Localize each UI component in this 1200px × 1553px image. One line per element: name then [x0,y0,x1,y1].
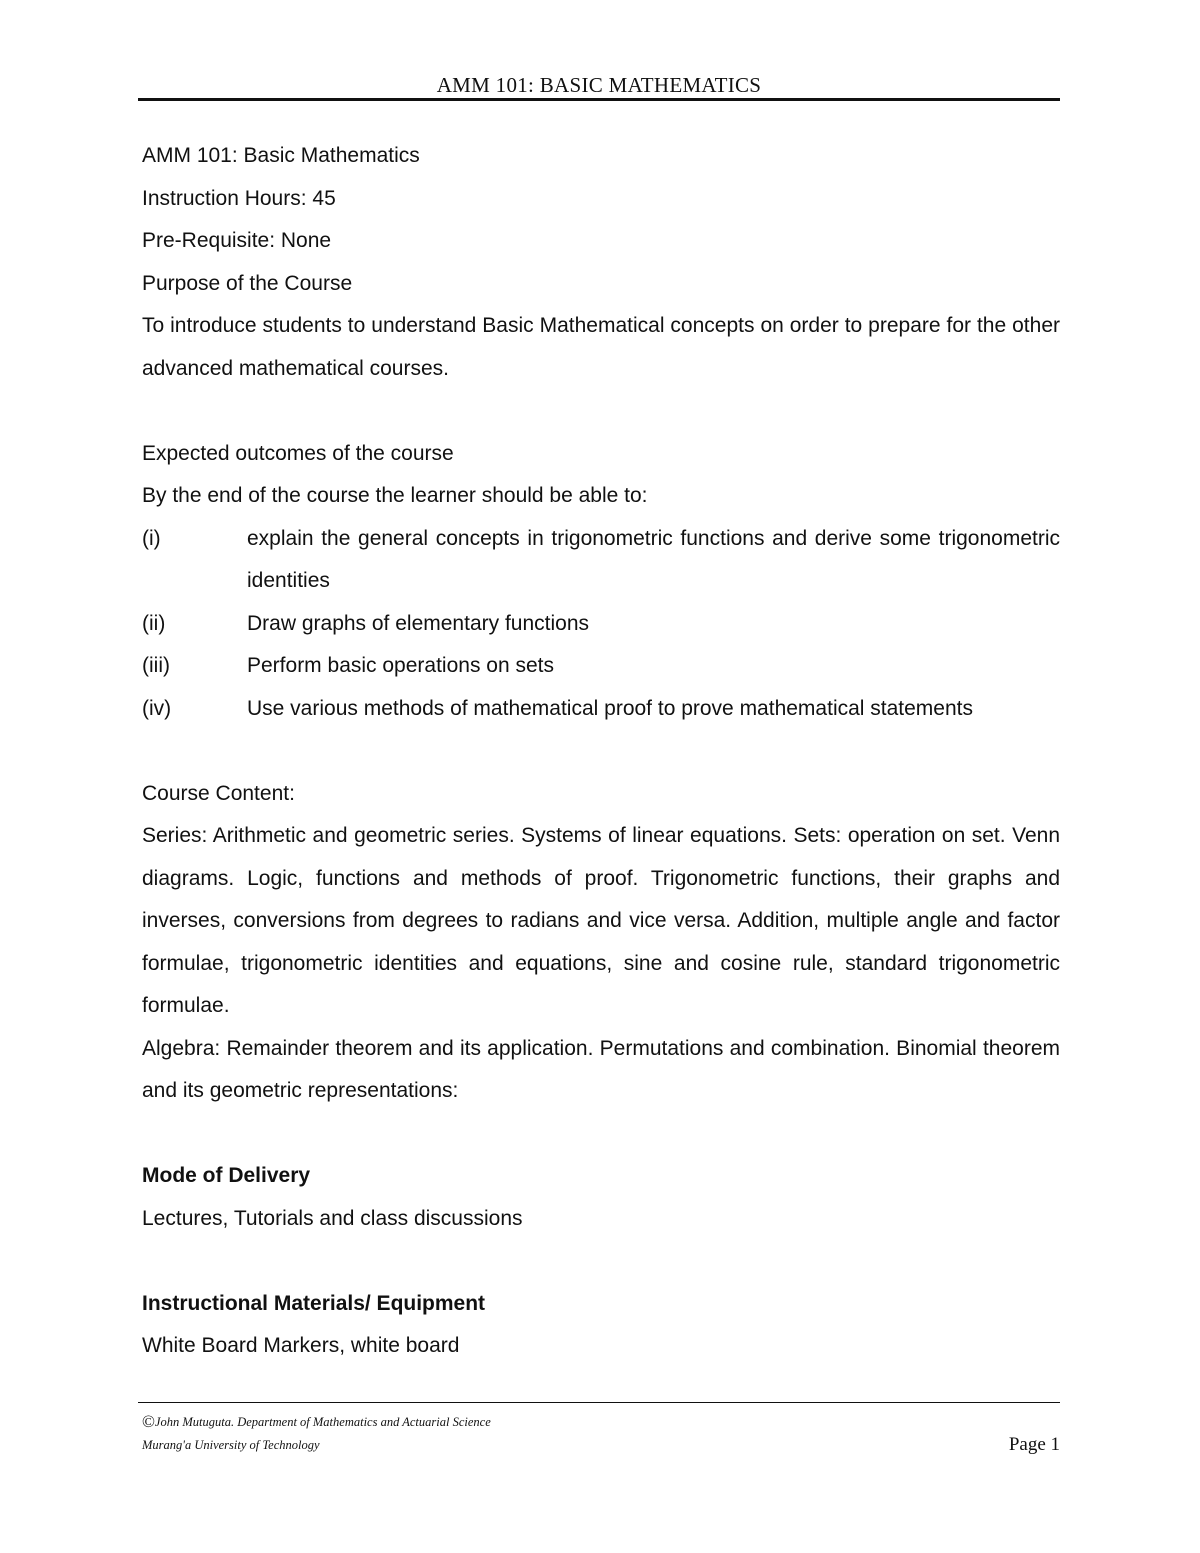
footer-author: John Mutuguta. Department of Mathematics and Actuarial Science [154,1415,491,1429]
outcome-number: (i) [142,526,161,550]
spacer [142,1240,1060,1283]
footer-credits [142,1410,491,1457]
outcome-text: explain the general concepts in trigonometric functions and derive some trigonometric identities [247,526,1060,592]
series-content-text: Series: Arithmetic and geometric series. Systems of linear equations. Sets: operation on set. Venn diagrams. Logic, functions and methods of proof. Trigonometric functions, their graphs and inverses, conversions from degrees to radians and vice versa. Addition, multiple angle and factor formulae, trigonometric identities and equations, sine and cosine rule, standard trigonometric formulae. [142,824,1060,1017]
outcome-item [142,645,1060,688]
outcomes-heading: Expected outcomes of the course [142,441,454,465]
course-code-line: AMM 101: Basic Mathematics [142,144,420,167]
course-content-heading: Course Content: [142,781,295,805]
materials-text: White Board Markers, white board [142,1334,460,1357]
document-body [142,135,1060,1368]
outcome-text: Use various methods of mathematical proof to prove mathematical statements [247,696,973,720]
footer-author-row [142,1410,491,1434]
outcome-number: (iv) [142,696,172,720]
purpose-text: To introduce students to understand Basic Mathematical concepts on order to prepare for the other advanced mathematical courses. [142,314,1060,380]
instruction-hours-line: Instruction Hours: 45 [142,186,336,210]
outcome-text: Draw graphs of elementary functions [247,611,589,635]
outcome-item [142,603,1060,646]
spacer [142,730,1060,773]
outcome-text: Perform basic operations on sets [247,654,554,677]
page-header-title: AMM 101: BASIC MATHEMATICS [436,73,762,97]
header-rule [138,98,1060,101]
page-number: Page 1 [1008,1434,1060,1455]
outcome-number: (iii) [142,654,170,677]
delivery-text: Lectures, Tutorials and class discussions [142,1206,523,1230]
outcome-item [142,518,1060,603]
purpose-heading: Purpose of the Course [142,271,353,295]
delivery-heading: Mode of Delivery [142,1164,311,1187]
copyright-symbol: © [142,1412,155,1431]
outcome-item [142,688,1060,731]
outcomes-intro: By the end of the course the learner should be able to: [142,484,648,507]
materials-heading: Instructional Materials/ Equipment [142,1291,486,1315]
prerequisite-line: Pre-Requisite: None [142,229,332,252]
algebra-content-text: Algebra: Remainder theorem and its application. Permutations and combination. Binomial theorem and its geometric representations: [142,1036,1060,1102]
outcome-number: (ii) [142,611,166,635]
spacer [142,1113,1060,1156]
footer-university: Murang'a University of Technology [142,1438,320,1452]
footer-rule [138,1402,1060,1403]
spacer [142,390,1060,433]
